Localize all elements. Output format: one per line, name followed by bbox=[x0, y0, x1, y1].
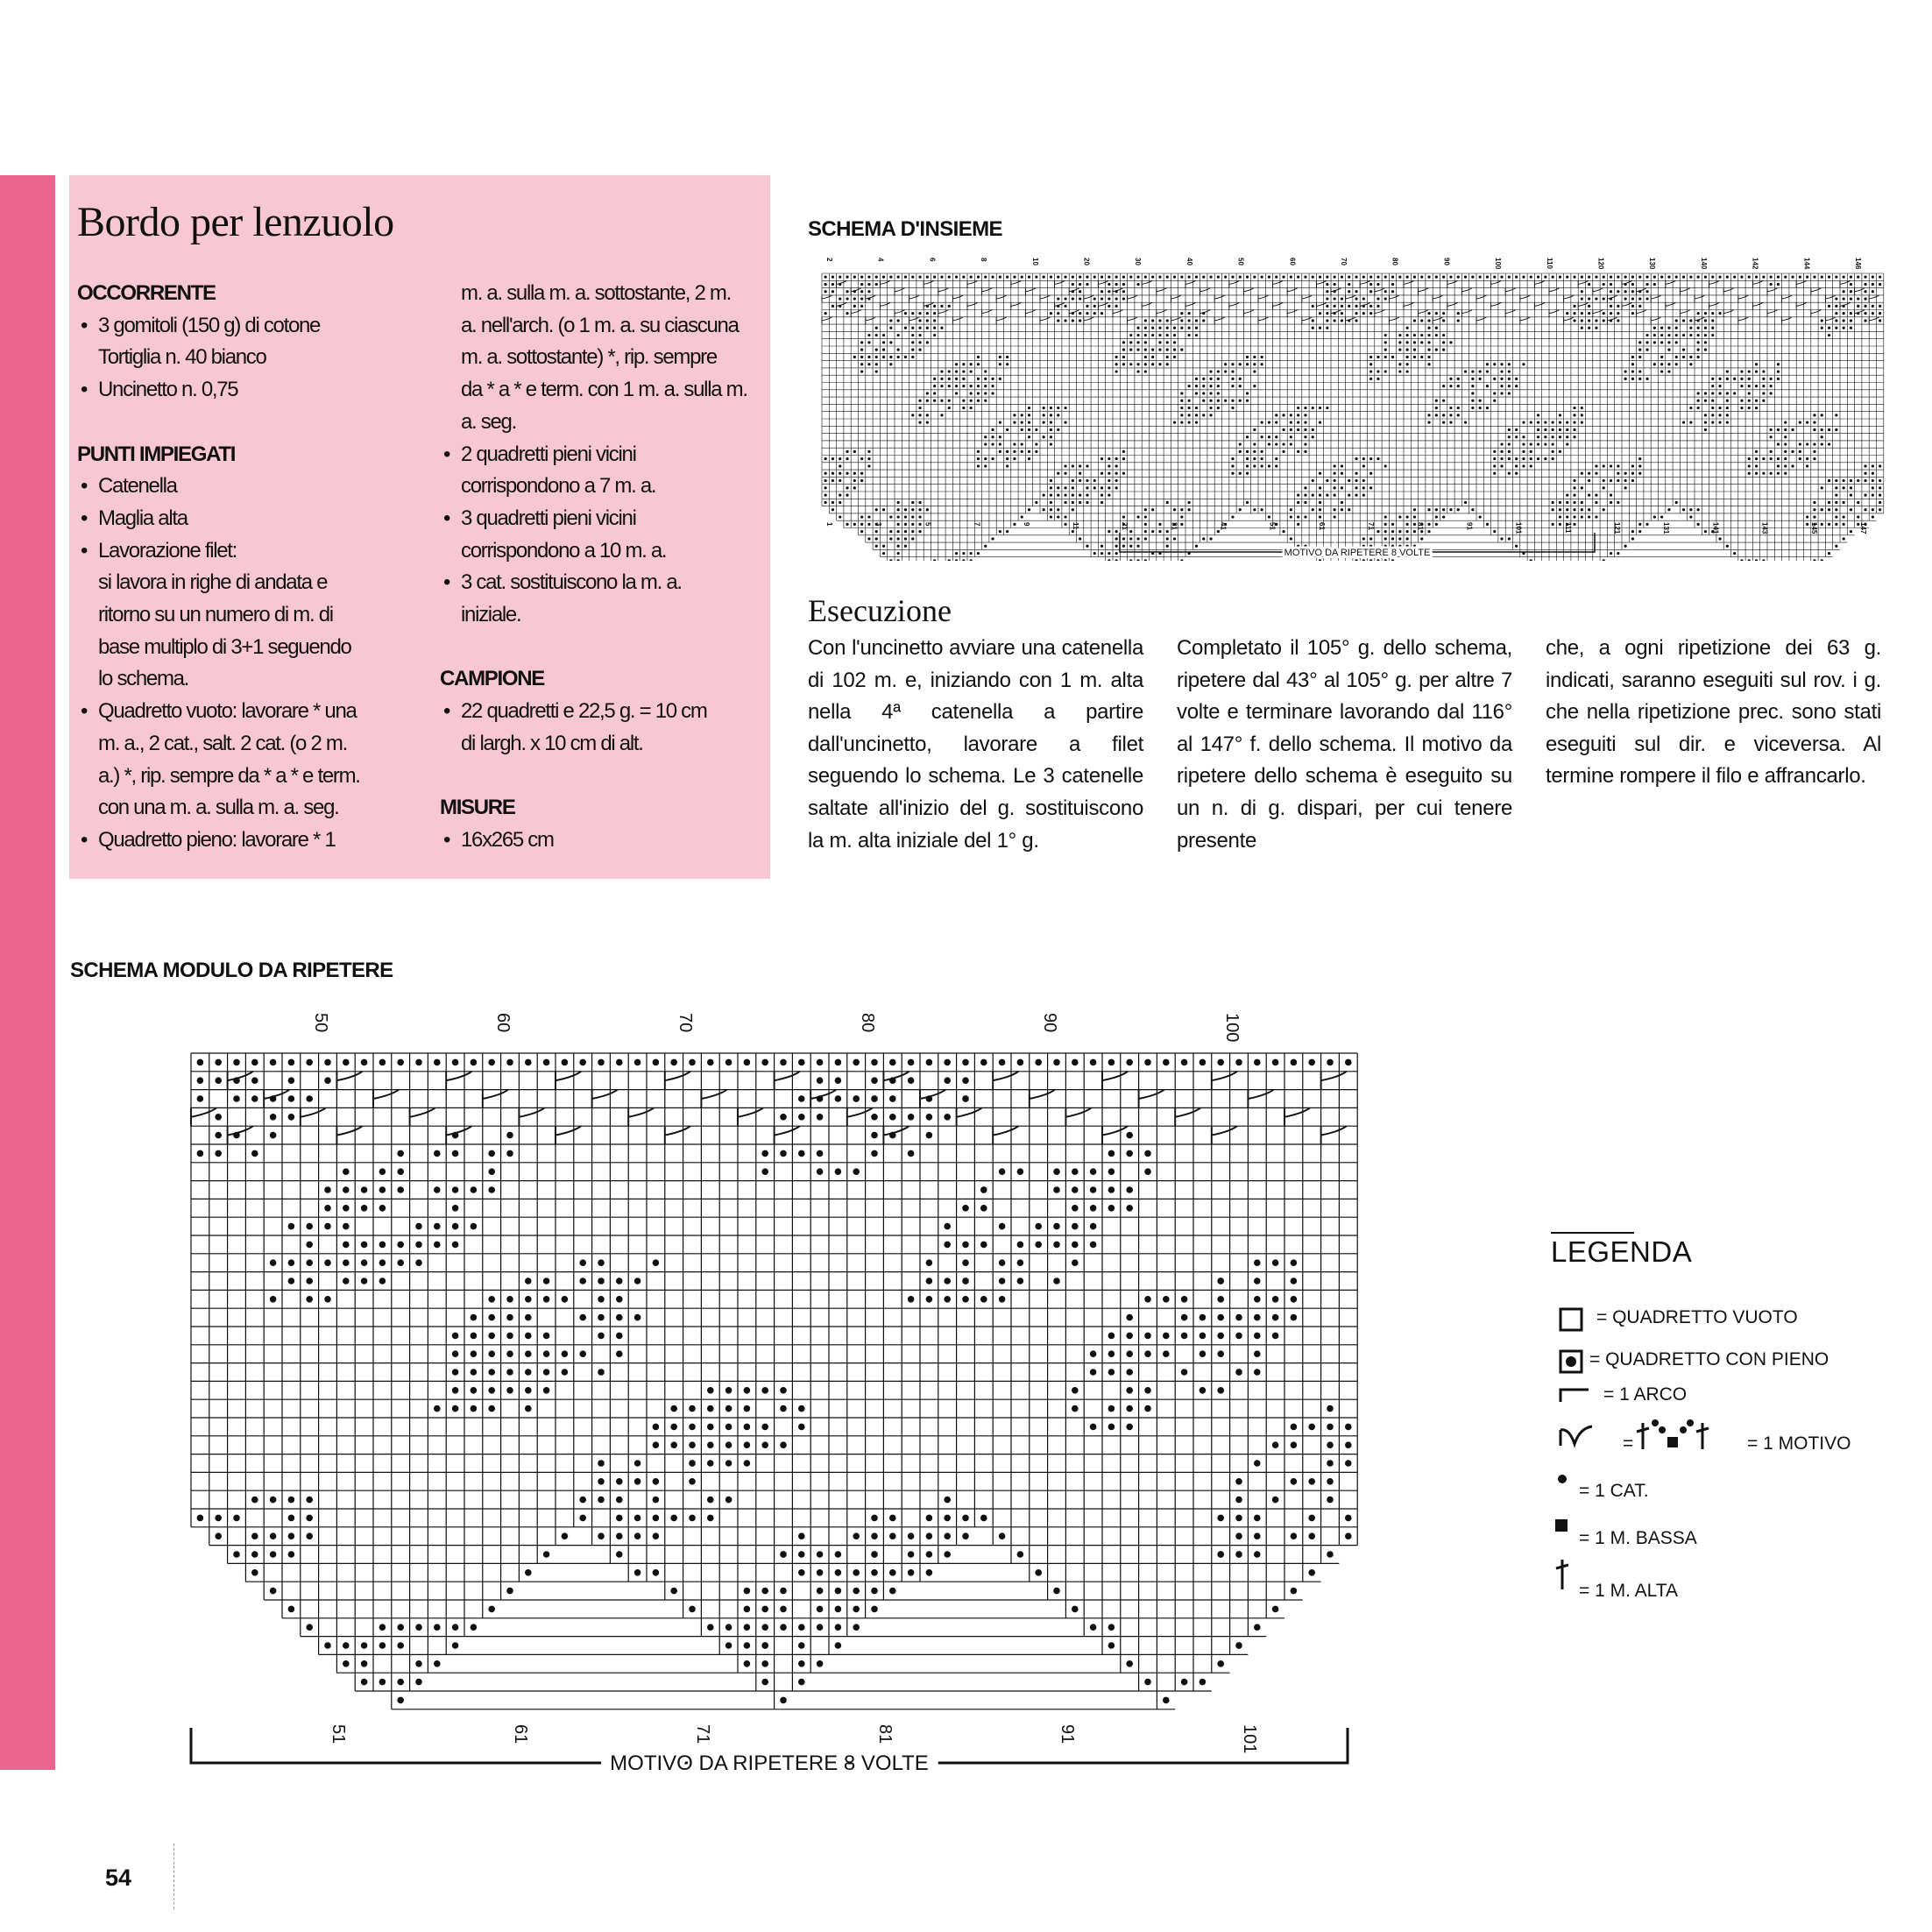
axis-number: 81 bbox=[1416, 522, 1425, 530]
schema-modulo-label: SCHEMA MODULO DA RIPETERE bbox=[70, 959, 393, 982]
axis-number: 20 bbox=[1082, 258, 1091, 265]
list-item-cont: a.) *, rip. sempre da * a * e term. bbox=[98, 763, 360, 788]
axis-number: 21 bbox=[1121, 522, 1129, 530]
overview-repeat-label: MOTIVO DA RIPETERE 8 VOLTE bbox=[1284, 548, 1431, 558]
axis-number: 71 bbox=[693, 1724, 712, 1744]
heading-misure: MISURE bbox=[440, 796, 515, 820]
axis-number: 50 bbox=[1236, 258, 1245, 265]
materials-column-right bbox=[440, 278, 773, 857]
list-item: • Uncinetto n. 0,75 bbox=[77, 374, 410, 407]
list-item: • Maglia alta bbox=[77, 503, 410, 535]
legend-arch: = 1 ARCO bbox=[1603, 1384, 1688, 1405]
list-item-cont: corrispondono a 7 m. a. bbox=[461, 474, 656, 499]
legend-filled: = QUADRETTO CON PIENO bbox=[1589, 1349, 1829, 1369]
axis-number: 80 bbox=[858, 1013, 877, 1033]
axis-number: 70 bbox=[676, 1013, 695, 1033]
axis-number: 10 bbox=[1030, 258, 1039, 265]
list-item-cont: iniziale. bbox=[461, 603, 521, 627]
axis-number: 130 bbox=[1648, 258, 1657, 270]
list-item-cont: ritorno su un numero di m. di bbox=[98, 603, 333, 627]
axis-number: 100 bbox=[1222, 1013, 1242, 1043]
axis-number: 110 bbox=[1545, 258, 1553, 269]
axis-number: 144 bbox=[1802, 258, 1811, 270]
list-item-cont: m. a. sottostante) *, rip. sempre bbox=[461, 345, 717, 370]
list-item-cont: corrispondono a 10 m. a. bbox=[461, 538, 667, 563]
list-item-cont: di largh. x 10 cm di alt. bbox=[461, 731, 643, 755]
list-item: • 16x265 cm bbox=[440, 824, 773, 857]
legend-title: LEGENDA bbox=[1551, 1235, 1693, 1268]
esecuzione-col-3: che, a ogni ripetizione dei 63 g. indicati, saranno eseguiti sul rov. i g. che nella ripetizione prec. sono stati eseguiti sul dir. e viceversa. Al termine rompere il filo e affrancarlo. bbox=[1546, 636, 1881, 789]
axis-number: 120 bbox=[1596, 258, 1605, 270]
motif-icon bbox=[1560, 1426, 1592, 1446]
axis-number: 131 bbox=[1662, 522, 1671, 534]
esecuzione-col-2: Completato il 105° g. dello schema, ripetere dal 43° al 105° g. per altre 7 volte e terminare lavorando dal 116° al 147° f. dello schema. Il motivo da ripetere dello schema è eseguito su un n. di g. dispari, per cui tenere presente bbox=[1177, 636, 1512, 853]
axis-number: 81 bbox=[875, 1724, 895, 1744]
axis-number: 7 bbox=[973, 522, 981, 527]
axis-number: 60 bbox=[1288, 258, 1297, 265]
legend-empty: = QUADRETTO VUOTO bbox=[1596, 1307, 1798, 1327]
page-title: Bordo per lenzuolo bbox=[77, 199, 394, 245]
axis-number: 146 bbox=[1854, 258, 1862, 270]
axis-number: 51 bbox=[329, 1724, 348, 1744]
axis-number: 70 bbox=[1340, 258, 1348, 265]
axis-number: 141 bbox=[1711, 522, 1720, 534]
legend-motif-eq: = bbox=[1623, 1433, 1634, 1454]
legend-single: = 1 M. BASSA bbox=[1579, 1528, 1697, 1548]
axis-number: 111 bbox=[1563, 522, 1572, 534]
single-crochet-icon bbox=[1555, 1519, 1568, 1532]
list-item: • Lavorazione filet: bbox=[77, 535, 410, 568]
module-repeat-label: MOTIVO DA RIPETERE 8 VOLTE bbox=[610, 1752, 929, 1775]
heading-punti: PUNTI IMPIEGATI bbox=[77, 442, 236, 466]
legend-motif: = 1 MOTIVO bbox=[1747, 1433, 1851, 1454]
side-color-bar bbox=[0, 175, 55, 1770]
list-item: • 3 gomitoli (150 g) di cotone bbox=[77, 310, 410, 343]
list-item-cont: si lavora in righe di andata e bbox=[98, 570, 328, 595]
legend-chain: = 1 CAT. bbox=[1579, 1481, 1649, 1501]
axis-number: 91 bbox=[1058, 1724, 1077, 1744]
axis-number: 71 bbox=[1367, 522, 1376, 530]
axis-number: 60 bbox=[493, 1013, 513, 1033]
axis-number: 90 bbox=[1040, 1013, 1059, 1033]
list-item: • 3 quadretti pieni vicini bbox=[440, 503, 773, 535]
list-item: • Quadretto vuoto: lavorare * una bbox=[77, 696, 410, 728]
list-item-cont: base multiplo di 3+1 seguendo bbox=[98, 634, 351, 659]
esecuzione-col-1: Con l'uncinetto avviare una catenella di 102 m. e, iniziando con 1 m. alta nella 4ª catenella a partire dall'uncinetto, lavorare a filet seguendo lo schema. Le 3 catenelle saltate all'inizio del g. sostituiscono la m. alta iniziale del 1° g. bbox=[808, 636, 1143, 853]
axis-number: 101 bbox=[1514, 522, 1523, 534]
module-grid bbox=[191, 1053, 1357, 1709]
module-top-numbers bbox=[311, 1013, 1242, 1042]
axis-number: 145 bbox=[1809, 522, 1818, 534]
materials-column-left bbox=[77, 278, 410, 857]
axis-number: 9 bbox=[1022, 522, 1030, 527]
axis-number: 91 bbox=[1465, 522, 1474, 530]
axis-number: 6 bbox=[928, 258, 937, 262]
empty-square-icon bbox=[1560, 1309, 1582, 1330]
axis-number: 5 bbox=[924, 522, 932, 527]
list-item-cont: a. seg. bbox=[461, 409, 516, 434]
axis-number: 142 bbox=[1751, 258, 1759, 270]
esecuzione-title: Esecuzione bbox=[808, 593, 952, 628]
module-bottom-numbers bbox=[329, 1724, 1259, 1753]
list-item-cont: da * a * e term. con 1 m. a. sulla m. bbox=[461, 378, 747, 402]
axis-number: 100 bbox=[1494, 258, 1503, 270]
list-item: • 3 cat. sostituiscono la m. a. bbox=[440, 567, 773, 599]
list-item: • 2 quadretti pieni vicini bbox=[440, 439, 773, 471]
chain-stitch-icon bbox=[1558, 1475, 1567, 1483]
axis-number: 61 bbox=[1317, 522, 1326, 530]
list-item-cont: m. a., 2 cat., salt. 2 cat. (o 2 m. bbox=[98, 731, 347, 755]
schema-insieme-chart bbox=[806, 254, 1901, 561]
list-item-cont: lo schema. bbox=[98, 667, 189, 691]
legend-double: = 1 M. ALTA bbox=[1579, 1581, 1679, 1601]
axis-number: 11 bbox=[1071, 522, 1079, 530]
axis-number: 51 bbox=[1268, 522, 1277, 530]
list-item-cont: a. nell'arch. (o 1 m. a. su ciascuna bbox=[461, 313, 739, 337]
overview-top-numbers bbox=[825, 258, 1862, 270]
heading-occorrente: OCCORRENTE bbox=[77, 281, 216, 305]
list-item-cont: Tortiglia n. 40 bianco bbox=[98, 345, 266, 370]
legend-rule bbox=[1551, 1232, 1634, 1234]
schema-modulo-chart bbox=[175, 1008, 1367, 1779]
axis-number: 31 bbox=[1170, 522, 1178, 530]
axis-number: 40 bbox=[1185, 258, 1193, 265]
axis-number: 2 bbox=[825, 258, 833, 262]
axis-number: 8 bbox=[980, 258, 988, 262]
legend-symbols bbox=[1546, 1297, 1862, 1612]
axis-number: 143 bbox=[1760, 522, 1769, 534]
list-item-cont: con una m. a. sulla m. a. seg. bbox=[98, 796, 339, 820]
axis-number: 80 bbox=[1391, 258, 1399, 265]
list-item: • 22 quadretti e 22,5 g. = 10 cm bbox=[440, 696, 773, 728]
axis-number: 147 bbox=[1859, 522, 1867, 534]
axis-number: 30 bbox=[1134, 258, 1143, 265]
page-rule bbox=[173, 1844, 175, 1909]
list-item-cont: m. a. sulla m. a. sottostante, 2 m. bbox=[461, 281, 731, 305]
overview-grid bbox=[822, 273, 1884, 561]
heading-campione: CAMPIONE bbox=[440, 667, 544, 691]
axis-number: 3 bbox=[874, 522, 883, 527]
axis-number: 61 bbox=[511, 1724, 530, 1744]
axis-number: 41 bbox=[1219, 522, 1228, 530]
axis-number: 90 bbox=[1442, 258, 1451, 265]
list-item: • Quadretto pieno: lavorare * 1 bbox=[77, 824, 410, 857]
axis-number: 1 bbox=[825, 522, 833, 527]
axis-number: 4 bbox=[876, 258, 885, 262]
page-number: 54 bbox=[105, 1865, 132, 1891]
axis-number: 50 bbox=[311, 1013, 330, 1033]
axis-number: 121 bbox=[1613, 522, 1622, 534]
list-item: • Catenella bbox=[77, 471, 410, 503]
schema-insieme-label: SCHEMA D'INSIEME bbox=[808, 217, 1002, 241]
axis-number: 101 bbox=[1240, 1724, 1259, 1754]
axis-number: 140 bbox=[1699, 258, 1708, 270]
arch-icon bbox=[1560, 1390, 1589, 1402]
